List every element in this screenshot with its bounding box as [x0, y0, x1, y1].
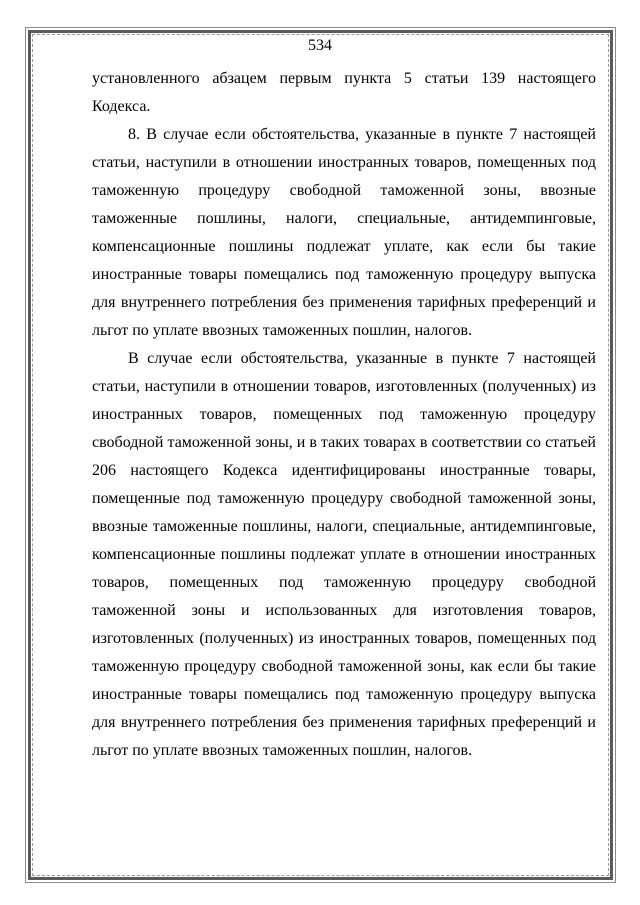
paragraph-item-8: 8. В случае если обстоятельства, указанные в пункте 7 настоящей статьи, наступили в отношении иностранных товаров, помещенных под таможенную процедуру свободной таможенной зоны, ввозные таможенные пошлины, налоги, специальные, антидемпинговые, компенсационные пошлины подлежат уплате, как если бы такие иностранные товары помещались под таможенную процедуру выпуска для внутреннего потребления без применения тарифных преференций и льгот по уплате ввозных таможенных пошлин, налогов. — [92, 126, 596, 339]
document-body — [92, 65, 596, 765]
page-number: 534 — [308, 37, 332, 54]
paragraph-continuation: установленного абзацем первым пункта 5 статьи 139 настоящего Кодекса. — [92, 70, 596, 115]
paragraph-item-8-second: В случае если обстоятельства, указанные в пункте 7 настоящей статьи, наступили в отношении товаров, изготовленных (полученных) из иностранных товаров, помещенных под таможенную процедуру свободной таможенной зоны, и в таких товарах в соответствии со статьей 206 настоящего Кодекса идентифицированы иностранные товары, помещенные под таможенную процедуру свободной таможенной зоны, ввозные таможенные пошлины, налоги, специальные, антидемпинговые, компенсационные пошлины подлежат уплате в отношении иностранных товаров, помещенных под таможенную процедуру свободной таможенной зоны и использованных для изготовления товаров, изготовленных (полученных) из иностранных товаров, помещенных под таможенную процедуру свободной таможенной зоны, как если бы такие иностранные товары помещались под таможенную процедуру выпуска для внутреннего потребления без применения тарифных преференций и льгот по уплате ввозных таможенных пошлин, налогов. — [92, 350, 596, 759]
